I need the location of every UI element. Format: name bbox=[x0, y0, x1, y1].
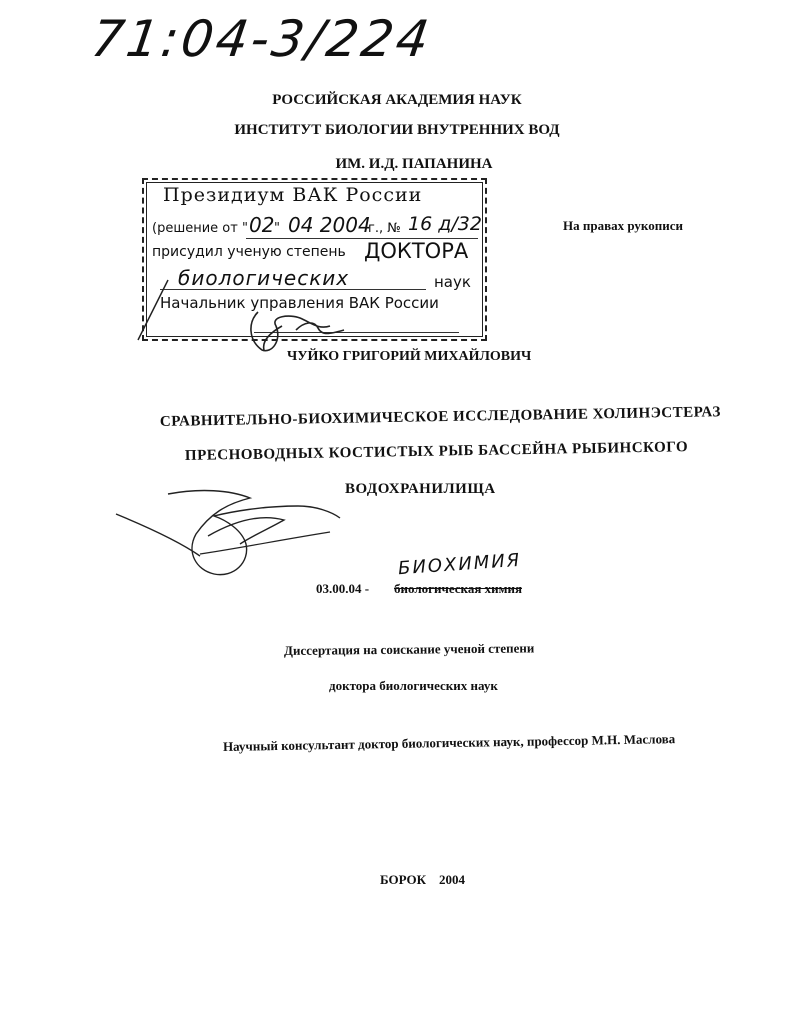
title-line-1: СРАВНИТЕЛЬНО-БИОХИМИЧЕСКОЕ ИССЛЕДОВАНИЕ ХОЛИНЭСТЕРАЗ bbox=[159, 404, 721, 430]
scientific-consultant: Научный консультант доктор биологических наук, профессор М.Н. Маслова bbox=[222, 731, 676, 754]
title-line-3: ВОДОХРАНИЛИЩА bbox=[345, 481, 496, 497]
stamp-decision-day: 02 bbox=[249, 213, 275, 237]
author-signature-underline bbox=[200, 532, 330, 554]
stamp-decision-month-year: 04 2004 bbox=[288, 213, 371, 237]
specialty-code: 03.00.04 - bbox=[316, 581, 370, 596]
stamp-science-suffix: наук bbox=[434, 273, 471, 291]
named-after: ИМ. И.Д. ПАПАНИНА bbox=[335, 156, 493, 172]
title-line-2: ПРЕСНОВОДНЫХ КОСТИСТЫХ РЫБ БАССЕЙНА РЫБИНСКОГО bbox=[184, 439, 689, 464]
institute-name: ИНСТИТУТ БИОЛОГИИ ВНУТРЕННИХ ВОД bbox=[234, 122, 560, 138]
author-name: ЧУЙКО ГРИГОРИЙ МИХАЙЛОВИЧ bbox=[287, 349, 532, 364]
stamp-awarded-label: присудил ученую степень bbox=[152, 244, 346, 260]
footer-place: БОРОК bbox=[380, 872, 427, 887]
stamp-decision-year-suffix: г., № bbox=[368, 221, 401, 236]
academy-name: РОССИЙСКАЯ АКАДЕМИЯ НАУК bbox=[272, 92, 522, 108]
stamp-degree: ДОКТОРА bbox=[364, 239, 469, 263]
stamp-decision-mid: " bbox=[274, 221, 280, 236]
stamp-signature-line bbox=[254, 332, 459, 333]
dissertation-line-1: Диссертация на соискание ученой степени bbox=[283, 640, 535, 658]
stamp-decision-label: (решение от " bbox=[152, 221, 248, 236]
stamp-title: Президиум ВАК России bbox=[163, 184, 423, 206]
specialty-struck-name: биологическая химия bbox=[394, 581, 522, 596]
archive-number: 71:04-3/224 bbox=[87, 10, 436, 68]
specialty-handwritten-correction: БИОХИМИЯ bbox=[397, 549, 522, 580]
author-signature bbox=[116, 491, 340, 575]
footer-year: 2004 bbox=[439, 872, 465, 887]
stamp-science-underline bbox=[160, 289, 426, 290]
manuscript-note: На правах рукописи bbox=[563, 218, 683, 233]
dissertation-line-2: доктора биологических наук bbox=[329, 678, 498, 693]
stamp-decision-number: 16 д/32 bbox=[408, 213, 482, 235]
stamp-science-handwritten: биологических bbox=[178, 266, 350, 290]
stamp-head-label: Начальник управления ВАК России bbox=[160, 294, 439, 312]
